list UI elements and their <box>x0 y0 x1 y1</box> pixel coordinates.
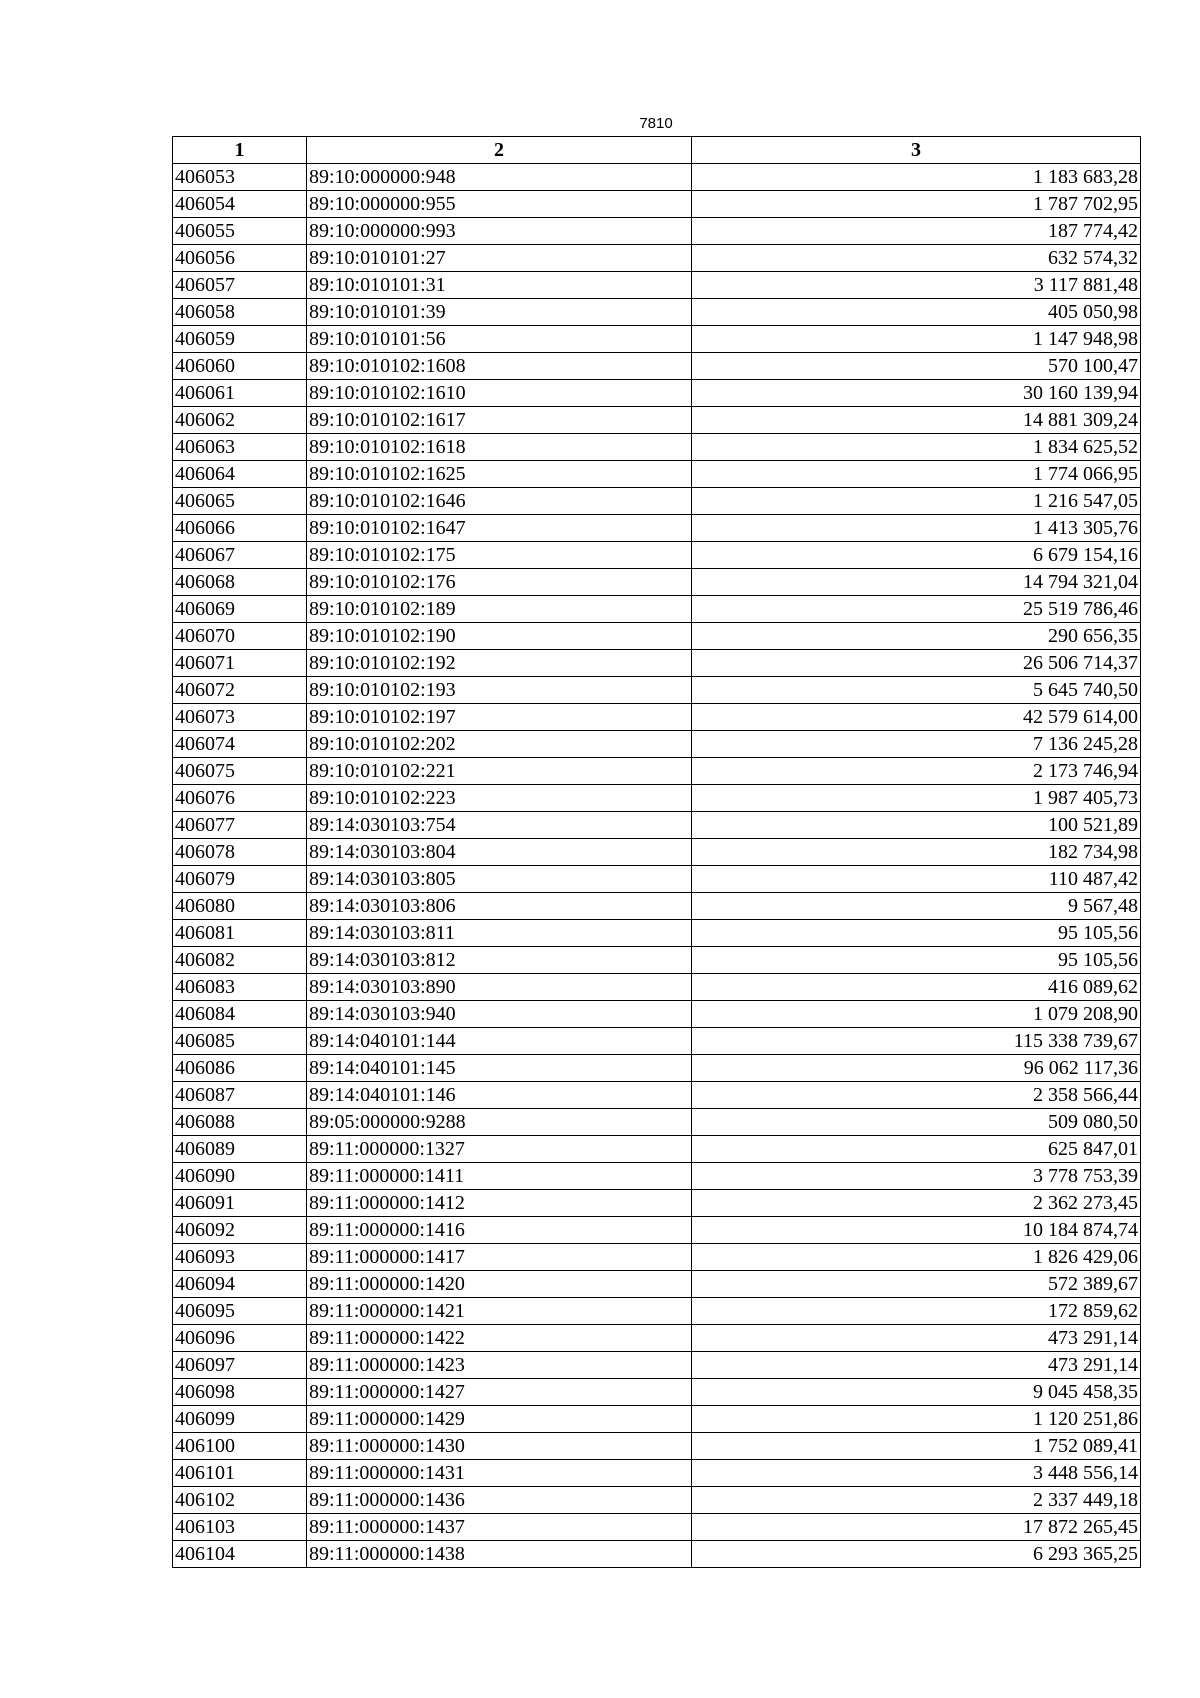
table-row <box>173 299 1141 326</box>
header-row <box>173 137 1141 164</box>
cadastral-number-cell: 89:14:030103:890 <box>307 974 692 1001</box>
value-cell: 3 448 556,14 <box>692 1460 1141 1487</box>
value-cell: 115 338 739,67 <box>692 1028 1141 1055</box>
cadastral-number-cell: 89:14:030103:940 <box>307 1001 692 1028</box>
value-cell: 14 794 321,04 <box>692 569 1141 596</box>
value-cell: 10 184 874,74 <box>692 1217 1141 1244</box>
row-number-cell: 406072 <box>173 677 307 704</box>
cadastral-number-cell: 89:10:010102:1646 <box>307 488 692 515</box>
cadastral-number-cell: 89:10:010101:27 <box>307 245 692 272</box>
table-row <box>173 677 1141 704</box>
cadastral-number-cell: 89:10:010101:39 <box>307 299 692 326</box>
table-row <box>173 1055 1141 1082</box>
row-number-cell: 406083 <box>173 974 307 1001</box>
value-cell: 1 147 948,98 <box>692 326 1141 353</box>
table-row <box>173 1541 1141 1568</box>
table-row <box>173 650 1141 677</box>
value-cell: 187 774,42 <box>692 218 1141 245</box>
table-row <box>173 1217 1141 1244</box>
row-number-cell: 406063 <box>173 434 307 461</box>
value-cell: 632 574,32 <box>692 245 1141 272</box>
row-number-cell: 406059 <box>173 326 307 353</box>
table-row <box>173 596 1141 623</box>
row-number-cell: 406097 <box>173 1352 307 1379</box>
value-cell: 572 389,67 <box>692 1271 1141 1298</box>
row-number-cell: 406057 <box>173 272 307 299</box>
row-number-cell: 406071 <box>173 650 307 677</box>
value-cell: 1 120 251,86 <box>692 1406 1141 1433</box>
value-cell: 2 173 746,94 <box>692 758 1141 785</box>
cadastral-number-cell: 89:10:010102:1617 <box>307 407 692 434</box>
registry-table <box>172 136 1141 1568</box>
table-row <box>173 380 1141 407</box>
value-cell: 1 079 208,90 <box>692 1001 1141 1028</box>
value-cell: 5 645 740,50 <box>692 677 1141 704</box>
table-row <box>173 569 1141 596</box>
cadastral-number-cell: 89:10:010101:31 <box>307 272 692 299</box>
value-cell: 100 521,89 <box>692 812 1141 839</box>
cadastral-number-cell: 89:14:030103:811 <box>307 920 692 947</box>
table-row <box>173 515 1141 542</box>
table-row <box>173 920 1141 947</box>
table-row <box>173 326 1141 353</box>
row-number-cell: 406080 <box>173 893 307 920</box>
value-cell: 570 100,47 <box>692 353 1141 380</box>
row-number-cell: 406092 <box>173 1217 307 1244</box>
row-number-cell: 406068 <box>173 569 307 596</box>
cadastral-number-cell: 89:10:010101:56 <box>307 326 692 353</box>
cadastral-number-cell: 89:10:010102:202 <box>307 731 692 758</box>
value-cell: 1 826 429,06 <box>692 1244 1141 1271</box>
row-number-cell: 406081 <box>173 920 307 947</box>
cadastral-number-cell: 89:10:000000:955 <box>307 191 692 218</box>
cadastral-number-cell: 89:10:010102:176 <box>307 569 692 596</box>
cadastral-number-cell: 89:11:000000:1416 <box>307 1217 692 1244</box>
column-header-1: 1 <box>173 137 307 164</box>
table-row <box>173 1325 1141 1352</box>
table-row <box>173 1433 1141 1460</box>
value-cell: 96 062 117,36 <box>692 1055 1141 1082</box>
cadastral-number-cell: 89:10:010102:223 <box>307 785 692 812</box>
table-row <box>173 866 1141 893</box>
row-number-cell: 406066 <box>173 515 307 542</box>
value-cell: 95 105,56 <box>692 920 1141 947</box>
table-row <box>173 191 1141 218</box>
value-cell: 6 293 365,25 <box>692 1541 1141 1568</box>
row-number-cell: 406067 <box>173 542 307 569</box>
cadastral-number-cell: 89:10:010102:189 <box>307 596 692 623</box>
row-number-cell: 406089 <box>173 1136 307 1163</box>
row-number-cell: 406058 <box>173 299 307 326</box>
cadastral-number-cell: 89:11:000000:1421 <box>307 1298 692 1325</box>
table-row <box>173 947 1141 974</box>
cadastral-number-cell: 89:11:000000:1430 <box>307 1433 692 1460</box>
row-number-cell: 406073 <box>173 704 307 731</box>
table-row <box>173 461 1141 488</box>
row-number-cell: 406090 <box>173 1163 307 1190</box>
row-number-cell: 406061 <box>173 380 307 407</box>
table-row <box>173 488 1141 515</box>
cadastral-number-cell: 89:10:010102:1625 <box>307 461 692 488</box>
value-cell: 1 787 702,95 <box>692 191 1141 218</box>
cadastral-number-cell: 89:11:000000:1431 <box>307 1460 692 1487</box>
row-number-cell: 406062 <box>173 407 307 434</box>
table-row <box>173 731 1141 758</box>
value-cell: 2 337 449,18 <box>692 1487 1141 1514</box>
row-number-cell: 406076 <box>173 785 307 812</box>
row-number-cell: 406079 <box>173 866 307 893</box>
cadastral-number-cell: 89:11:000000:1438 <box>307 1541 692 1568</box>
cadastral-number-cell: 89:14:040101:146 <box>307 1082 692 1109</box>
row-number-cell: 406099 <box>173 1406 307 1433</box>
cadastral-number-cell: 89:10:010102:190 <box>307 623 692 650</box>
row-number-cell: 406064 <box>173 461 307 488</box>
value-cell: 2 362 273,45 <box>692 1190 1141 1217</box>
cadastral-number-cell: 89:11:000000:1422 <box>307 1325 692 1352</box>
value-cell: 7 136 245,28 <box>692 731 1141 758</box>
cadastral-number-cell: 89:10:010102:197 <box>307 704 692 731</box>
table-row <box>173 164 1141 191</box>
table-row <box>173 1514 1141 1541</box>
cadastral-number-cell: 89:10:010102:1610 <box>307 380 692 407</box>
value-cell: 3 117 881,48 <box>692 272 1141 299</box>
cadastral-number-cell: 89:11:000000:1436 <box>307 1487 692 1514</box>
value-cell: 1 834 625,52 <box>692 434 1141 461</box>
row-number-cell: 406094 <box>173 1271 307 1298</box>
table-row <box>173 245 1141 272</box>
value-cell: 1 987 405,73 <box>692 785 1141 812</box>
table-row <box>173 542 1141 569</box>
cadastral-number-cell: 89:11:000000:1411 <box>307 1163 692 1190</box>
row-number-cell: 406098 <box>173 1379 307 1406</box>
cadastral-number-cell: 89:10:010102:1608 <box>307 353 692 380</box>
table-row <box>173 1109 1141 1136</box>
cadastral-number-cell: 89:10:010102:175 <box>307 542 692 569</box>
cadastral-number-cell: 89:14:030103:805 <box>307 866 692 893</box>
value-cell: 1 413 305,76 <box>692 515 1141 542</box>
row-number-cell: 406091 <box>173 1190 307 1217</box>
table-row <box>173 353 1141 380</box>
cadastral-number-cell: 89:10:010102:221 <box>307 758 692 785</box>
cadastral-number-cell: 89:11:000000:1420 <box>307 1271 692 1298</box>
row-number-cell: 406093 <box>173 1244 307 1271</box>
row-number-cell: 406096 <box>173 1325 307 1352</box>
row-number-cell: 406070 <box>173 623 307 650</box>
value-cell: 9 567,48 <box>692 893 1141 920</box>
row-number-cell: 406078 <box>173 839 307 866</box>
row-number-cell: 406103 <box>173 1514 307 1541</box>
cadastral-number-cell: 89:10:010102:1618 <box>307 434 692 461</box>
row-number-cell: 406055 <box>173 218 307 245</box>
row-number-cell: 406095 <box>173 1298 307 1325</box>
value-cell: 172 859,62 <box>692 1298 1141 1325</box>
value-cell: 30 160 139,94 <box>692 380 1141 407</box>
table-row <box>173 758 1141 785</box>
table-row <box>173 1136 1141 1163</box>
row-number-cell: 406104 <box>173 1541 307 1568</box>
cadastral-number-cell: 89:05:000000:9288 <box>307 1109 692 1136</box>
value-cell: 473 291,14 <box>692 1352 1141 1379</box>
value-cell: 1 752 089,41 <box>692 1433 1141 1460</box>
value-cell: 405 050,98 <box>692 299 1141 326</box>
row-number-cell: 406075 <box>173 758 307 785</box>
value-cell: 9 045 458,35 <box>692 1379 1141 1406</box>
table-row <box>173 1190 1141 1217</box>
cadastral-number-cell: 89:14:040101:145 <box>307 1055 692 1082</box>
cadastral-number-cell: 89:10:000000:948 <box>307 164 692 191</box>
row-number-cell: 406069 <box>173 596 307 623</box>
value-cell: 625 847,01 <box>692 1136 1141 1163</box>
row-number-cell: 406085 <box>173 1028 307 1055</box>
table-row <box>173 785 1141 812</box>
table-row <box>173 1460 1141 1487</box>
cadastral-number-cell: 89:10:010102:1647 <box>307 515 692 542</box>
row-number-cell: 406054 <box>173 191 307 218</box>
value-cell: 42 579 614,00 <box>692 704 1141 731</box>
row-number-cell: 406053 <box>173 164 307 191</box>
table-row <box>173 1244 1141 1271</box>
row-number-cell: 406060 <box>173 353 307 380</box>
value-cell: 1 183 683,28 <box>692 164 1141 191</box>
cadastral-number-cell: 89:10:010102:193 <box>307 677 692 704</box>
column-header-2: 2 <box>307 137 692 164</box>
row-number-cell: 406088 <box>173 1109 307 1136</box>
table-row <box>173 1352 1141 1379</box>
cadastral-number-cell: 89:14:030103:806 <box>307 893 692 920</box>
row-number-cell: 406101 <box>173 1460 307 1487</box>
value-cell: 25 519 786,46 <box>692 596 1141 623</box>
column-header-3: 3 <box>692 137 1141 164</box>
table-row <box>173 218 1141 245</box>
row-number-cell: 406102 <box>173 1487 307 1514</box>
row-number-cell: 406082 <box>173 947 307 974</box>
cadastral-number-cell: 89:11:000000:1417 <box>307 1244 692 1271</box>
table-row <box>173 1001 1141 1028</box>
page-number: 7810 <box>639 115 673 132</box>
row-number-cell: 406077 <box>173 812 307 839</box>
table-row <box>173 893 1141 920</box>
row-number-cell: 406087 <box>173 1082 307 1109</box>
table-row <box>173 812 1141 839</box>
value-cell: 26 506 714,37 <box>692 650 1141 677</box>
row-number-cell: 406074 <box>173 731 307 758</box>
table-row <box>173 1271 1141 1298</box>
value-cell: 182 734,98 <box>692 839 1141 866</box>
table-row <box>173 1028 1141 1055</box>
cadastral-number-cell: 89:11:000000:1423 <box>307 1352 692 1379</box>
value-cell: 6 679 154,16 <box>692 542 1141 569</box>
table-row <box>173 623 1141 650</box>
table-row <box>173 1082 1141 1109</box>
row-number-cell: 406084 <box>173 1001 307 1028</box>
row-number-cell: 406056 <box>173 245 307 272</box>
cadastral-number-cell: 89:11:000000:1429 <box>307 1406 692 1433</box>
table-row <box>173 974 1141 1001</box>
value-cell: 14 881 309,24 <box>692 407 1141 434</box>
table-row <box>173 839 1141 866</box>
table-row <box>173 1487 1141 1514</box>
value-cell: 1 774 066,95 <box>692 461 1141 488</box>
table-row <box>173 272 1141 299</box>
value-cell: 3 778 753,39 <box>692 1163 1141 1190</box>
value-cell: 473 291,14 <box>692 1325 1141 1352</box>
table-body <box>173 164 1141 1568</box>
table-row <box>173 434 1141 461</box>
value-cell: 2 358 566,44 <box>692 1082 1141 1109</box>
cadastral-number-cell: 89:14:030103:754 <box>307 812 692 839</box>
value-cell: 290 656,35 <box>692 623 1141 650</box>
cadastral-number-cell: 89:14:030103:804 <box>307 839 692 866</box>
cadastral-number-cell: 89:14:030103:812 <box>307 947 692 974</box>
cadastral-number-cell: 89:11:000000:1412 <box>307 1190 692 1217</box>
value-cell: 110 487,42 <box>692 866 1141 893</box>
cadastral-number-cell: 89:10:000000:993 <box>307 218 692 245</box>
cadastral-number-cell: 89:10:010102:192 <box>307 650 692 677</box>
row-number-cell: 406086 <box>173 1055 307 1082</box>
cadastral-number-cell: 89:11:000000:1427 <box>307 1379 692 1406</box>
table-row <box>173 407 1141 434</box>
value-cell: 17 872 265,45 <box>692 1514 1141 1541</box>
value-cell: 416 089,62 <box>692 974 1141 1001</box>
value-cell: 95 105,56 <box>692 947 1141 974</box>
cadastral-number-cell: 89:11:000000:1437 <box>307 1514 692 1541</box>
row-number-cell: 406065 <box>173 488 307 515</box>
table-row <box>173 1163 1141 1190</box>
table-row <box>173 1406 1141 1433</box>
row-number-cell: 406100 <box>173 1433 307 1460</box>
cadastral-number-cell: 89:11:000000:1327 <box>307 1136 692 1163</box>
table-row <box>173 1298 1141 1325</box>
value-cell: 1 216 547,05 <box>692 488 1141 515</box>
table-row <box>173 704 1141 731</box>
table-row <box>173 1379 1141 1406</box>
value-cell: 509 080,50 <box>692 1109 1141 1136</box>
cadastral-number-cell: 89:14:040101:144 <box>307 1028 692 1055</box>
